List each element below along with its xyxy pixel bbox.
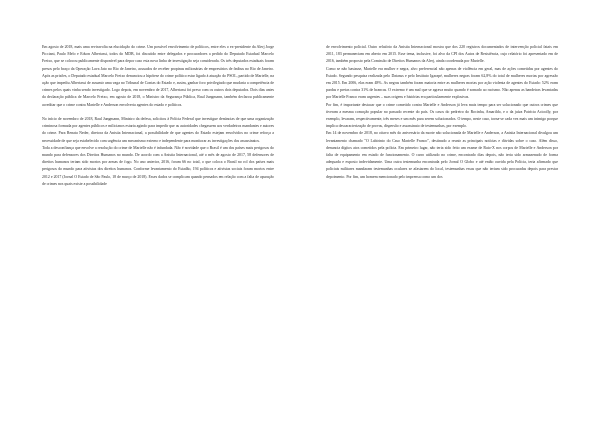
paragraph-gap [42,109,274,116]
paragraph: de envolvimento policial. Outro relatório da Anistia Internacional mostra que dos 220 registros documentados de intervenção policial fatais em 2011, 183 permaneciam em aberto em 2015. Esse tema, inclusive, foi alvo da CPI dos Autos de Resistência, cujo relatório foi apresentado em de 2016, também proposto pela Comissão de Direitos Humanos da Alerj, ainda coordenada por Marielle. [326,45,558,64]
paragraph: Em agosto de 2018, mais uma reviravolta na elucidação do crime. Um possível envolvimento de políticos, entre eles o ex-presidente da Alerj Jorge Picciani, Paulo Melo e Edson Albertassi, todos do MDB, foi discutido entre delegados e procuradores a pedido do Deputado Estadual Marcelo Freixo, que se colocou publicamente disponível para depor caso esta nova linha de investigação seja considerada. Os três deputados estaduais foram presos pelo braço da Operação Lava Jato no Rio de Janeiro, acusados de receber propinas milionárias de empresários de ônibus no Rio de Janeiro. Após as prisões, o Deputado estadual Marcelo Freixo denunciou a hipótese do crime político estar ligado à atuação do PSOL, partido de Marielle, na ação que impediu Albertassi de assumir uma vaga no Tribunal de Contas do Estado e, assim, ganhar foro privilegiado que mudaria a competência de crimes pelos quais vinha sendo investigado. Logo depois, em novembro de 2017, Albertassi foi preso com os outros dois deputados. Dois dias antes da declaração pública de Marcelo Freixo, em agosto de 2018, o Ministro da Segurança Pública, Raul Jungmann, também declarou publicamente acreditar que o crime contra Marielle e Anderson envolveria agentes do estado e políticos. [42,45,274,107]
right-column [326,44,558,181]
left-column [42,44,274,188]
paragraph: Por fim, é importante destacar que o crime cometido contra Marielle e Anderson já leva mais tempo para ser solucionado que outros crimes que tiveram a mesma comoção popular no passado recente do país. Os casos do pedreiro do Rocinha, Amarildo, e o da juíza Patrícia Acioolly, por exemplo, levaram, respectivamente, três meses e um mês para serem solucionados. O tempo, neste caso, torna-se cada vez mais um inimigo porque implica descaracterização de provas, dispersão e assassinato de testemunhas, por exemplo. [326,102,558,129]
paragraph: Toda a desconfiança que envolve a resolução do crime de Marielle não é infundada. Não é novidade que o Brasil é um dos países mais perigosos do mundo para defensores dos Direitos Humanos no mundo. De acordo com a Anistia Internacional, até o mês de agosto de 2017, 58 defensores de direitos humanos teriam sido mortos por armas de fogo. No ano anterior, 2016, foram 66 no total, o que coloca o Brasil no rol dos países mais perigosos do mundo para ativistas dos direitos humanos. Conforme levantamento do Estadão, 194 políticos e ativistas sociais foram mortos entre 2012 e 2017 (Jornal O Estado de São Paulo, 18 de março de 2018). Esses dados se complicam quando pensados em relação com a falta de apuração de crimes nos quais existe a possibilidade [42,145,274,186]
paragraph: Como se não bastasse, Marielle era mulher e negra, alvo preferencial não apenas de violência em geral, mas de ações cometidas por agentes do Estado. Segundo pesquisa realizada pelo Datasus e pelo Instituto Igarapé, mulheres negras foram 62,8% do total de mulheres mortas por agressão em 2015. Em 2006, elas eram 48%. As negras também foram maioria entre as mulheres mortas por ação violenta de agentes do Estado: 52% eram pardas e pretas contra 31% de brancas. O extremo é um mal que se agrava muito quando é somado ao racismo. Não apenas as bandeiras levantadas por Marielle Franco eram urgentes – suas origens e histórias era particularmente explosivas. [326,66,558,100]
paragraph: No início de novembro de 2018, Raul Jungmann, Ministro da defesa, solicitou à Polícia Federal que investigue denúncias de que uma organização criminosa formada por agentes públicos e milicianos estaria agindo para impedir que as autoridades chegassem aos verdadeiros mandantes e autores do crime. Para Renata Neder, diretora da Anistia Internacional, a possibilidade de que agentes do Estado estejam envolvidos no crime reforça a necessidade de que seja estabelecido com urgência um mecanismo externo e independente para monitorar as investigações dos assassinatos. [42,117,274,143]
paragraph: Em 14 de novembro de 2018, no oitavo mês do aniversário da morte não solucionada de Marielle e Anderson, a Anistia Internacional divulgou um levantamento chamado "O Labirinto do Caso Marielle Franco", destinado a reunir as principais notícias e dúvidas sobre o caso. Além disso, denuncia dígitos atos cometidos pela polícia. Em primeiro lugar, não teria sido feito um exame de Raio-X nos corpos de Marielle e Anderson por falta de equipamento em estado de funcionamento. O carro utilizado no crime, encontrado dias depois, não teria sido armazenado de forma adequada e exposto indevidamente. Uma outra testemunha encontrada pelo Jornal O Globo e até então ouvida pela Polícia, teria afirmado que policiais militares mandaram testemunhas oculares se afastarem do local, testemunhas essas que não teriam sido procuradas depois para prestar depoimento. Por fim, um homem mencionado pelo imprensa como um dos [326,131,558,179]
